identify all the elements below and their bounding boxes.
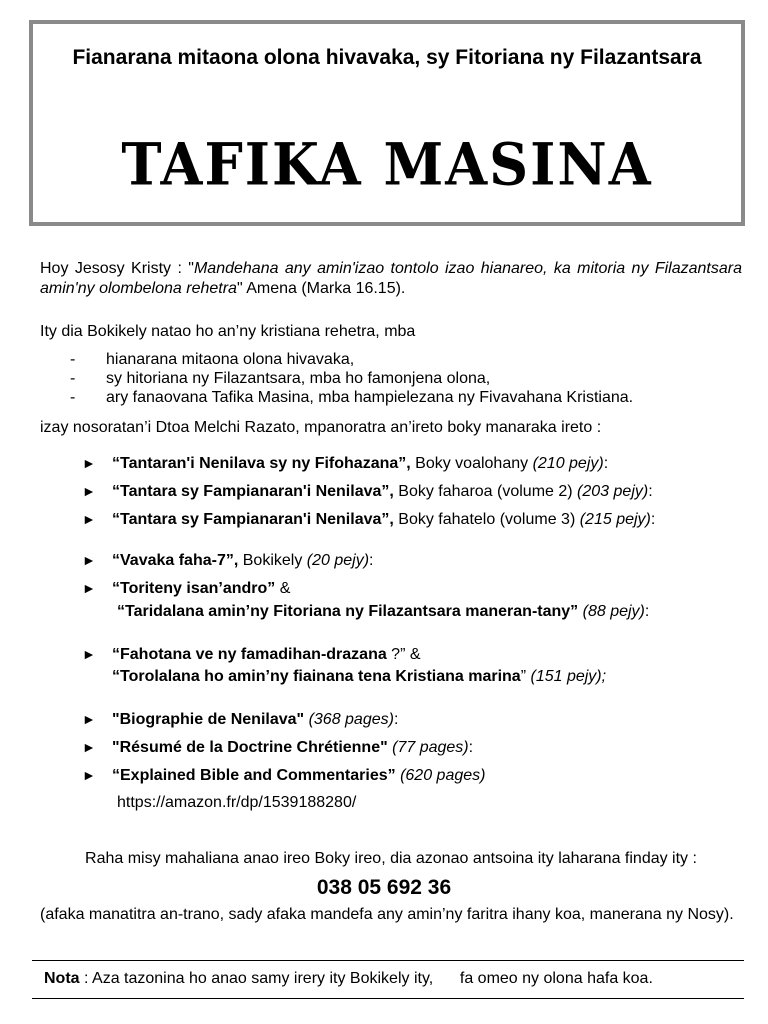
author-line: izay nosoratan’i Dtoa Melchi Razato, mpanoratra an’ireto boky manaraka ireto : — [40, 419, 602, 436]
nota-line — [44, 970, 653, 988]
quote-tail: " Amena (Marka 16.15). — [236, 280, 406, 297]
quote-lead: Hoy Jesosy Kristy : " — [40, 260, 194, 277]
arrow-icon: ► — [82, 552, 96, 568]
arrow-icon: ► — [82, 711, 96, 727]
arrow-icon: ► — [82, 580, 96, 596]
book-item: ► “Tantaran'i Nenilava sy ny Fifohazana”, Boky voalohany (210 pejy): — [82, 455, 609, 472]
quote-text: Mandehana any amin'izao tontolo izao hianareo, ka mitoria ny Filazantsara amin'ny olombelona rehetra — [40, 260, 743, 297]
intro-text: Ity dia Bokikely natao ho an’ny kristiana rehetra, mba — [40, 323, 416, 340]
list-item: - hianarana mitaona olona hivavaka, — [70, 351, 355, 368]
book-item: ► “Toriteny isan’andro” & — [82, 580, 291, 597]
divider — [32, 998, 744, 999]
phone-number: 038 05 692 36 — [316, 876, 452, 899]
header-box — [29, 20, 745, 226]
book-item-continuation: “Taridalana amin’ny Fitoriana ny Filazantsara maneran-tany” (88 pejy): — [117, 603, 650, 620]
book-item: ► “Explained Bible and Commentaries” (620 pages) — [82, 767, 486, 784]
amazon-link[interactable]: https://amazon.fr/dp/1539188280/ — [117, 794, 357, 811]
page-title: TAFIKA MASINA — [121, 129, 653, 199]
book-item: ► “Vavaka faha-7”, Bokikely (20 pejy): — [82, 552, 374, 569]
header-subtitle: Fianarana mitaona olona hivavaka, sy Fitoriana ny Filazantsara — [72, 46, 702, 69]
list-item: - sy hitoriana ny Filazantsara, mba ho famonjena olona, — [70, 370, 491, 387]
arrow-icon: ► — [82, 646, 96, 662]
arrow-icon: ► — [82, 483, 96, 499]
arrow-icon: ► — [82, 455, 96, 471]
contact-text: Raha misy mahaliana anao ireo Boky ireo, dia azonao antsoina ity laharana finday ity : — [85, 850, 697, 867]
arrow-icon: ► — [82, 767, 96, 783]
book-item-continuation: “Torolalana ho amin’ny fiainana tena Kristiana marina” (151 pejy); — [112, 668, 607, 685]
book-item: ► “Tantara sy Fampianaran'i Nenilava”, Boky faharoa (volume 2) (203 pejy): — [82, 483, 653, 500]
book-item: ► "Résumé de la Doctrine Chrétienne" (77 pages): — [82, 739, 474, 756]
nota-text: : Aza tazonina ho anao samy irery ity Bokikely ity, fa omeo ny olona hafa koa. — [79, 970, 653, 987]
list-item: - ary fanaovana Tafika Masina, mba hampielezana ny Fivavahana Kristiana. — [70, 389, 634, 406]
delivery-note: (afaka manatitra an-trano, sady afaka mandefa any amin’ny faritra ihany koa, manerana ny Nosy). — [40, 906, 734, 923]
book-item: ► “Fahotana ve ny famadihan-drazana ?” & — [82, 646, 421, 663]
purpose-list — [70, 350, 633, 407]
nota-label: Nota — [44, 970, 80, 987]
book-item: ► “Tantara sy Fampianaran'i Nenilava”, Boky fahatelo (volume 3) (215 pejy): — [82, 511, 656, 528]
book-item: ► "Biographie de Nenilava" (368 pages): — [82, 711, 399, 728]
arrow-icon: ► — [82, 739, 96, 755]
quote-paragraph — [40, 259, 742, 299]
divider — [32, 960, 744, 961]
arrow-icon: ► — [82, 511, 96, 527]
